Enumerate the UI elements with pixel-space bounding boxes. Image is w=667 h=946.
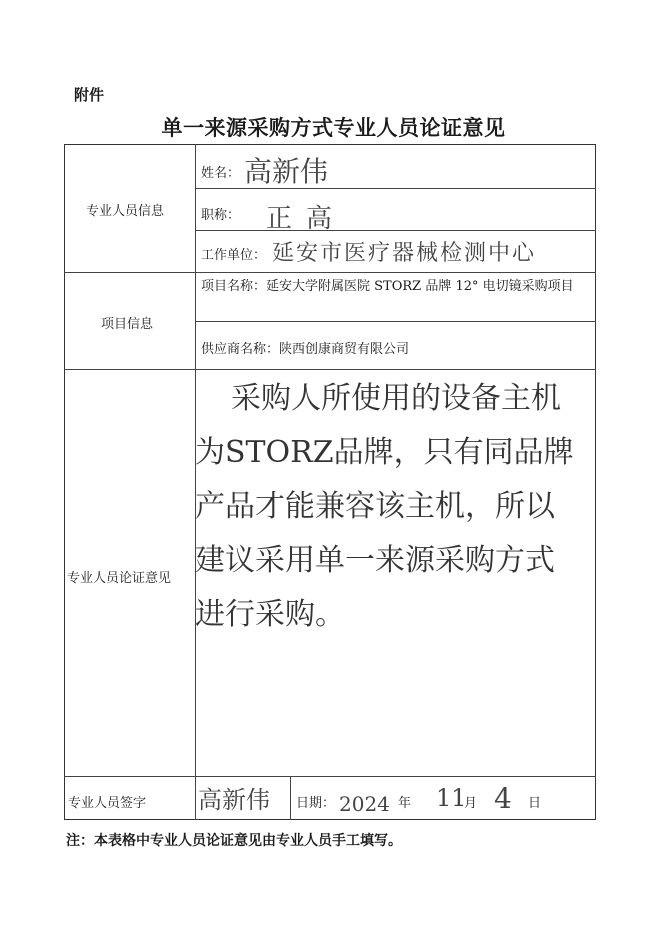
opinion-text bbox=[195, 372, 595, 642]
date-label: 日期： bbox=[296, 796, 336, 811]
expert-info-label: 专业人员信息 bbox=[86, 204, 165, 219]
footnote: 注：本表格中专业人员论证意见由专业人员手工填写。 bbox=[66, 833, 402, 849]
title-value: 正高 bbox=[266, 204, 347, 234]
day-unit: 日 bbox=[528, 796, 542, 811]
attachment-label: 附件 bbox=[74, 86, 105, 104]
name-value: 高新伟 bbox=[244, 155, 329, 188]
opinion-line: 产品才能兼容该主机，所以 bbox=[195, 489, 555, 524]
opinion-label: 专业人员论证意见 bbox=[67, 571, 172, 586]
row-divider-expert-end bbox=[64, 272, 596, 273]
opinion-line: 为STORZ品牌，只有同品牌 bbox=[195, 435, 574, 470]
project-name-value: 延安大学附属医院 STORZ 品牌 12° 电切镜采购项目 bbox=[266, 279, 574, 294]
document-title: 单一来源采购方式专业人员论证意见 bbox=[161, 116, 506, 140]
signature-label: 专业人员签字 bbox=[68, 796, 147, 811]
work-unit-value: 延安市医疗器械检测中心 bbox=[272, 241, 537, 266]
name-label: 姓名： bbox=[201, 166, 241, 181]
date-year: 2024 bbox=[339, 792, 390, 816]
project-name-label: 项目名称： bbox=[201, 279, 267, 294]
row-divider-opinion-end bbox=[64, 776, 596, 777]
signature-value: 高新伟 bbox=[198, 786, 270, 814]
date-day: 4 bbox=[494, 782, 512, 815]
year-unit: 年 bbox=[398, 796, 412, 811]
month-unit: 月 bbox=[464, 796, 478, 811]
project-info-label: 项目信息 bbox=[101, 317, 154, 332]
signature-divider bbox=[290, 776, 291, 820]
sub-divider-title bbox=[195, 230, 596, 231]
date-month: 11 bbox=[436, 784, 467, 812]
work-unit-label: 工作单位： bbox=[201, 248, 267, 263]
supplier bbox=[201, 338, 409, 357]
opinion-line: 采购人所使用的设备主机 bbox=[231, 381, 561, 416]
sub-divider-project bbox=[195, 321, 596, 322]
project-name bbox=[201, 277, 589, 296]
opinion-line: 进行采购。 bbox=[195, 597, 345, 632]
title-label: 职称： bbox=[201, 208, 241, 223]
supplier-label: 供应商名称： bbox=[201, 342, 280, 357]
supplier-value: 陕西创康商贸有限公司 bbox=[279, 342, 410, 357]
row-divider-project-end bbox=[64, 369, 596, 370]
opinion-line: 建议采用单一来源采购方式 bbox=[195, 543, 555, 578]
